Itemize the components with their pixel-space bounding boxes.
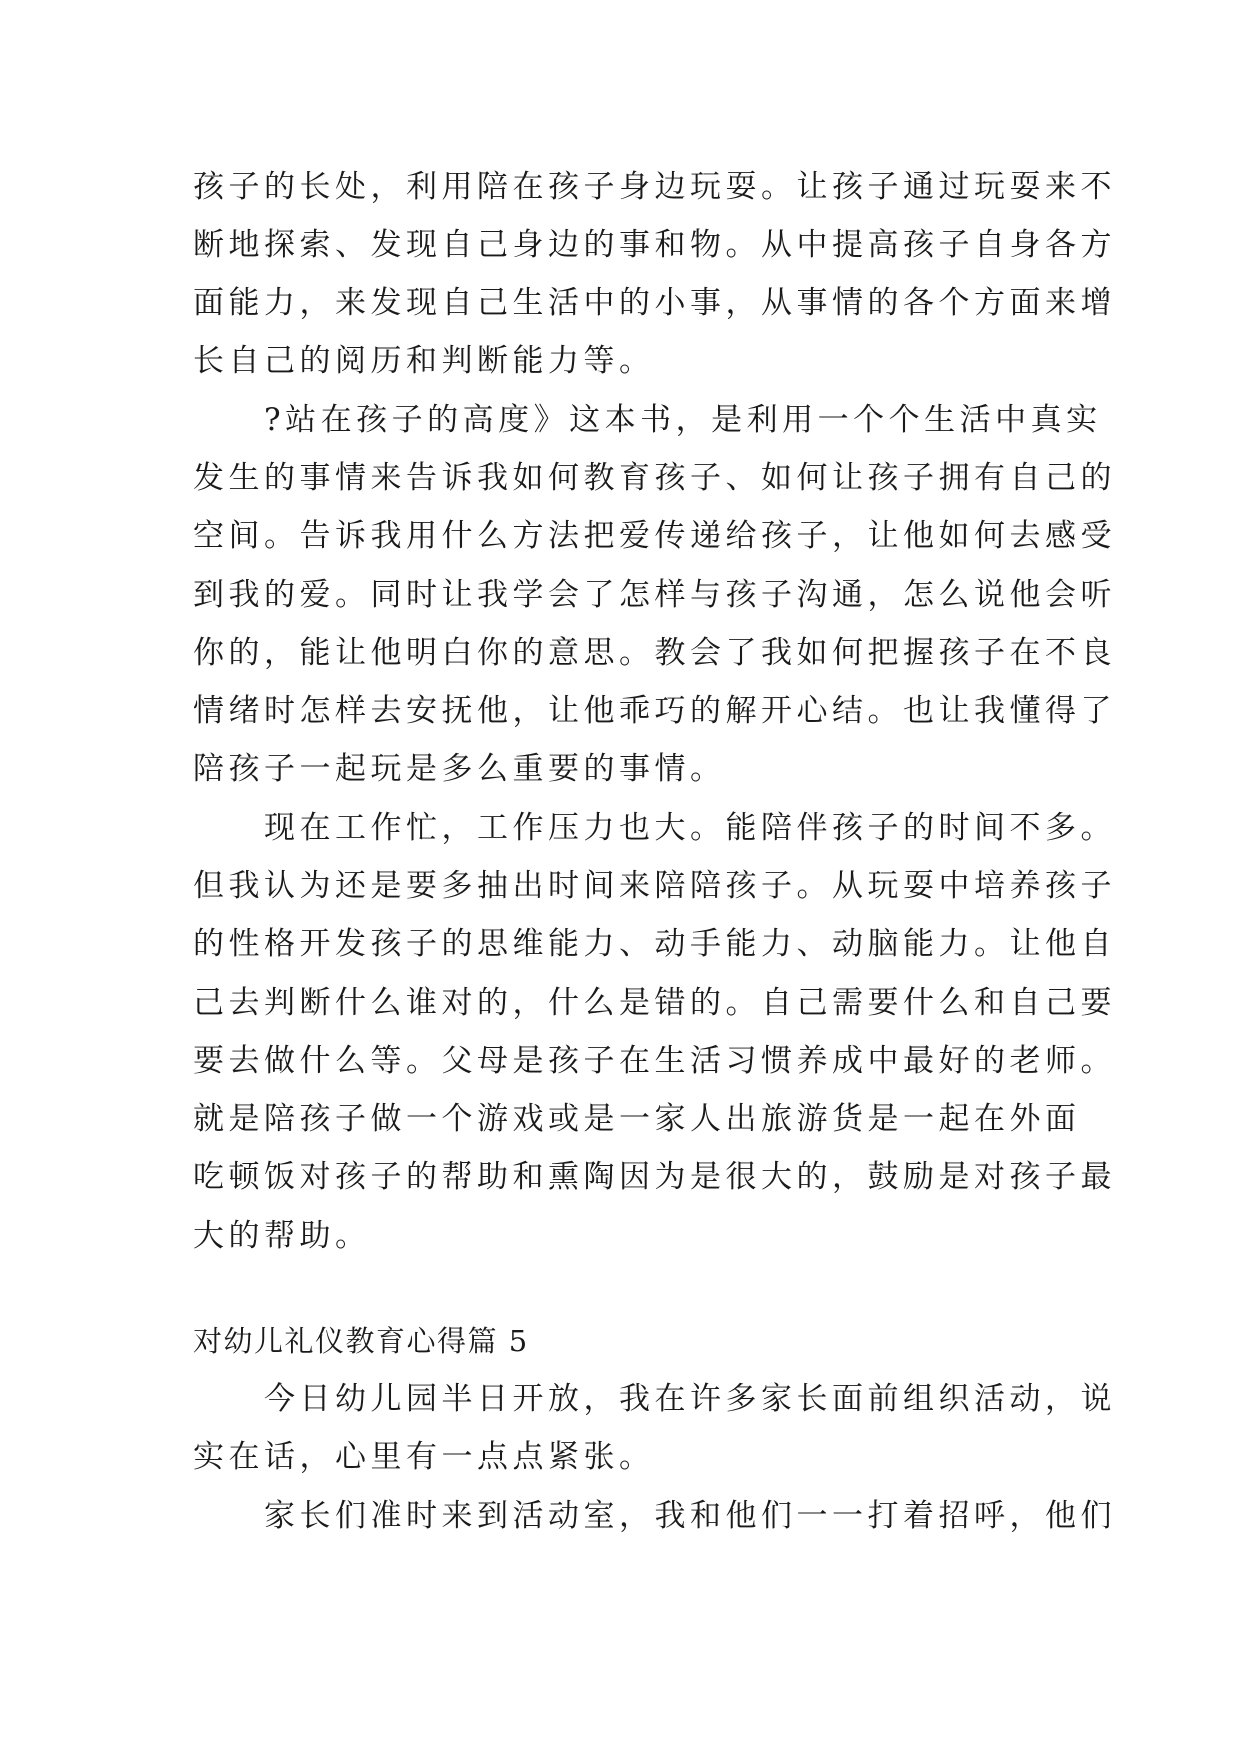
paragraph-line: 要去做什么等。父母是孩子在生活习惯养成中最好的老师。: [193, 1043, 1116, 1079]
paragraph-line: 长自己的阅历和判断能力等。: [193, 343, 655, 379]
paragraph-line: 就是陪孩子做一个游戏或是一家人出旅游货是一起在外面: [193, 1101, 1081, 1137]
paragraph-line: 家长们准时来到活动室，我和他们一一打着招呼，他们: [193, 1498, 1116, 1534]
paragraph-line: 孩子的长处，利用陪在孩子身边玩耍。让孩子通过玩耍来不: [193, 169, 1116, 205]
paragraph-line: 空间。告诉我用什么方法把爱传递给孩子，让他如何去感受: [193, 518, 1116, 554]
paragraph-line: 面能力，来发现自己生活中的小事，从事情的各个方面来增: [193, 285, 1116, 321]
paragraph-line: 断地探索、发现自己身边的事和物。从中提高孩子自身各方: [193, 227, 1116, 263]
section-heading: 对幼儿礼仪教育心得篇 5: [193, 1324, 529, 1358]
paragraph-line: 情绪时怎样去安抚他，让他乖巧的解开心结。也让我懂得了: [193, 693, 1116, 729]
paragraph-line: 发生的事情来告诉我如何教育孩子、如何让孩子拥有自己的: [193, 460, 1116, 496]
paragraph-line: 但我认为还是要多抽出时间来陪陪孩子。从玩耍中培养孩子: [193, 868, 1116, 904]
paragraph-line: 吃顿饭对孩子的帮助和熏陶因为是很大的，鼓励是对孩子最: [193, 1159, 1116, 1195]
paragraph-line: 到我的爱。同时让我学会了怎样与孩子沟通，怎么说他会听: [193, 577, 1116, 613]
paragraph-line: 现在工作忙，工作压力也大。能陪伴孩子的时间不多。: [193, 810, 1116, 846]
paragraph-line: 今日幼儿园半日开放，我在许多家长面前组织活动，说: [193, 1381, 1116, 1417]
paragraph-line: ?站在孩子的高度》这本书，是利用一个个生活中真实: [193, 402, 1102, 438]
paragraph-line: 实在话，心里有一点点紧张。: [193, 1439, 655, 1475]
paragraph-line: 陪孩子一起玩是多么重要的事情。: [193, 751, 726, 787]
paragraph-line: 的性格开发孩子的思维能力、动手能力、动脑能力。让他自: [193, 926, 1116, 962]
paragraph-line: 大的帮助。: [193, 1218, 371, 1254]
paragraph-line: 你的，能让他明白你的意思。教会了我如何把握孩子在不良: [193, 635, 1116, 671]
paragraph-line: 己去判断什么谁对的，什么是错的。自己需要什么和自己要: [193, 985, 1116, 1021]
